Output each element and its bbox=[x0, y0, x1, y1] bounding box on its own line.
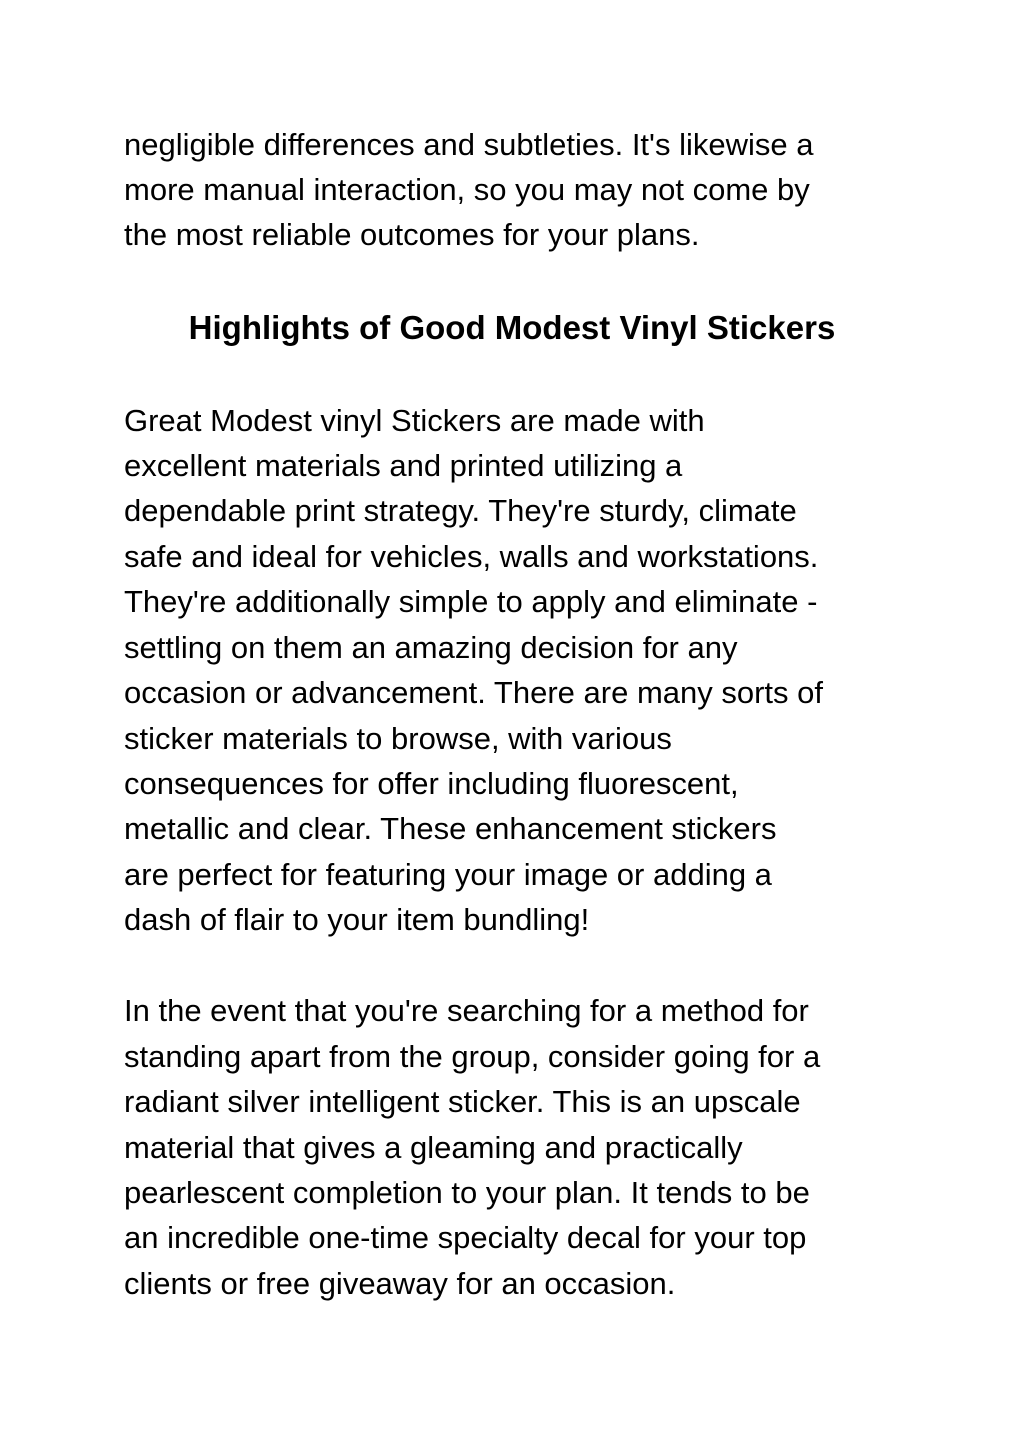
paragraph-3-line: standing apart from the group, consider going for a bbox=[124, 1039, 821, 1074]
paragraph-3-line: material that gives a gleaming and practically bbox=[124, 1130, 743, 1165]
paragraph-2-line: settling on them an amazing decision for any bbox=[124, 630, 738, 665]
paragraph-2-line: Great Modest vinyl Stickers are made with bbox=[124, 403, 705, 438]
section-heading: Highlights of Good Modest Vinyl Stickers bbox=[188, 309, 836, 346]
paragraph-2-line: are perfect for featuring your image or adding a bbox=[124, 857, 772, 892]
paragraph-3-line: radiant silver intelligent sticker. This is an upscale bbox=[124, 1084, 801, 1119]
paragraph-2-line: excellent materials and printed utilizing a bbox=[124, 448, 683, 483]
paragraph-3-line: In the event that you're searching for a method for bbox=[124, 993, 809, 1028]
paragraph-2-line: dependable print strategy. They're sturdy, climate bbox=[124, 493, 797, 528]
paragraph-3-line: clients or free giveaway for an occasion. bbox=[124, 1266, 676, 1301]
paragraph-2-line: occasion or advancement. There are many sorts of bbox=[124, 675, 823, 710]
paragraph-2-line: metallic and clear. These enhancement stickers bbox=[124, 811, 777, 846]
paragraph-3-line: pearlescent completion to your plan. It tends to be bbox=[124, 1175, 810, 1210]
paragraph-1-line: more manual interaction, so you may not come by bbox=[124, 172, 810, 207]
paragraph-1-line: the most reliable outcomes for your plans. bbox=[124, 217, 700, 252]
paragraph-1-line: negligible differences and subtleties. It's likewise a bbox=[124, 127, 814, 162]
paragraph-2-line: dash of flair to your item bundling! bbox=[124, 902, 590, 937]
paragraph-3-line: an incredible one-time specialty decal for your top bbox=[124, 1220, 807, 1255]
paragraph-2-line: sticker materials to browse, with various bbox=[124, 721, 672, 756]
paragraph-2-line: They're additionally simple to apply and eliminate - bbox=[124, 584, 818, 619]
paragraph-2-line: consequences for offer including fluorescent, bbox=[124, 766, 739, 801]
paragraph-2-line: safe and ideal for vehicles, walls and workstations. bbox=[124, 539, 819, 574]
